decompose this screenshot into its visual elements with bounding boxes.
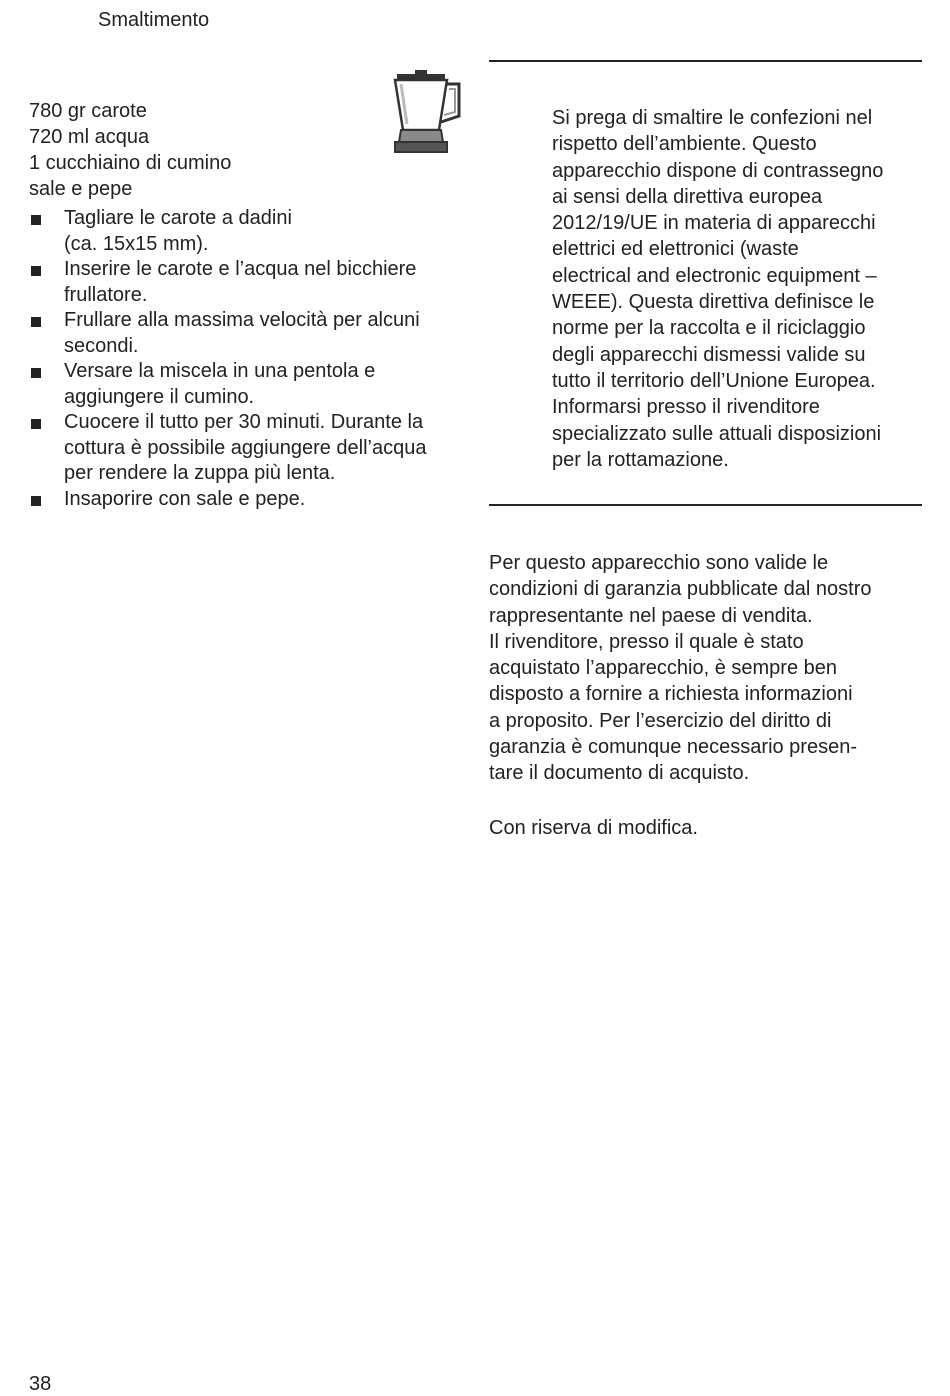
disposal-line: Informarsi presso il rivenditore: [552, 396, 820, 419]
square-bullet-icon: [31, 368, 41, 378]
recipe-step-line: Versare la miscela in una pentola e: [64, 360, 376, 382]
warranty-line: acquistato l’apparecchio, è sempre ben: [489, 657, 837, 680]
disposal-line: norme per la raccolta e il riciclaggio: [552, 317, 866, 340]
square-bullet-icon: [31, 419, 41, 429]
recipe-step-line: per rendere la zuppa più lenta.: [64, 462, 336, 484]
recipe-step: [29, 308, 469, 359]
recipe-step: [29, 257, 469, 308]
warranty-line: a proposito. Per l’esercizio del diritto di: [489, 709, 832, 732]
disposal-paragraph: [552, 105, 924, 473]
recipe-step-line: Insaporire con sale e pepe.: [64, 487, 306, 510]
page-section-title: Smaltimento: [98, 9, 210, 31]
recipe-column: [29, 98, 469, 512]
ingredient-item: 780 gr carote: [29, 100, 147, 122]
disposal-line: 2012/19/UE in materia di apparecchi: [552, 212, 876, 235]
recipe-step: [29, 410, 469, 487]
recipe-step-line: aggiungere il cumino.: [64, 385, 255, 408]
warranty-paragraph: [489, 550, 922, 787]
blender-jar-icon: [389, 68, 465, 158]
recipe-step-line: (ca. 15x15 mm).: [64, 232, 209, 255]
warranty-line: Il rivenditore, presso il quale è stato: [489, 630, 804, 653]
square-bullet-icon: [31, 266, 41, 276]
ingredient-item: 720 ml acqua: [29, 126, 150, 148]
recipe-step-line: Cuocere il tutto per 30 minuti. Durante la: [64, 411, 424, 433]
warranty-line: tare il documento di acquisto.: [489, 762, 750, 785]
section-divider: [489, 60, 922, 62]
recipe-steps-list: [29, 206, 469, 512]
recipe-step-line: cottura è possibile aggiungere dell’acqua: [64, 436, 427, 459]
square-bullet-icon: [31, 496, 41, 506]
square-bullet-icon: [31, 215, 41, 225]
disposal-line: rispetto dell’ambiente. Questo: [552, 133, 817, 156]
disposal-line: degli apparecchi dismessi valide su: [552, 343, 866, 366]
warranty-line: rappresentante nel paese di vendita.: [489, 604, 813, 627]
warranty-line: condizioni di garanzia pubblicate dal nostro: [489, 578, 872, 601]
recipe-step-line: Inserire le carote e l’acqua nel bicchiere: [64, 258, 417, 280]
recipe-step: [29, 487, 469, 513]
recipe-step: [29, 359, 469, 410]
page-number: 38: [29, 1373, 52, 1395]
ingredient-item: sale e pepe: [29, 178, 133, 200]
ingredient-item: 1 cucchiaino di cumino: [29, 152, 232, 174]
recipe-step-line: Tagliare le carote a dadini: [64, 207, 292, 229]
disposal-line: elettrici ed elettronici (waste: [552, 238, 799, 261]
disposal-line: ai sensi della direttiva europea: [552, 185, 823, 208]
disposal-line: Si prega di smaltire le confezioni nel: [552, 107, 873, 129]
disposal-line: electrical and electronic equipment –: [552, 264, 877, 287]
disposal-line: tutto il territorio dell’Unione Europea.: [552, 369, 876, 392]
disposal-line: WEEE). Questa direttiva definisce le: [552, 291, 875, 314]
square-bullet-icon: [31, 317, 41, 327]
disposal-line: per la rottamazione.: [552, 448, 729, 471]
recipe-step: [29, 206, 469, 257]
warranty-line: garanzia è comunque necessario presen-: [489, 736, 857, 759]
recipe-step-line: secondi.: [64, 334, 139, 357]
disposal-line: specializzato sulle attuali disposizioni: [552, 422, 882, 445]
disposal-line: apparecchio dispone di contrassegno: [552, 159, 884, 182]
modification-notice: Con riserva di modifica.: [489, 817, 698, 839]
recipe-step-line: frullatore.: [64, 283, 148, 306]
warranty-line: disposto a fornire a richiesta informazioni: [489, 683, 853, 706]
warranty-line: Per questo apparecchio sono valide le: [489, 552, 829, 574]
section-divider: [489, 504, 922, 506]
recipe-step-line: Frullare alla massima velocità per alcuni: [64, 309, 420, 331]
